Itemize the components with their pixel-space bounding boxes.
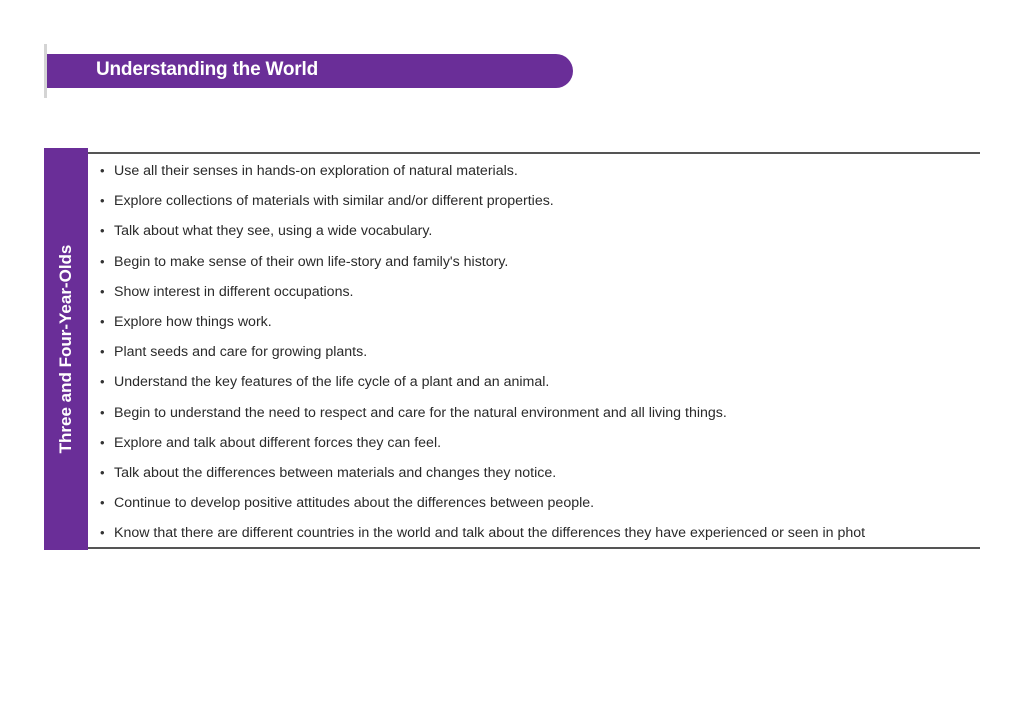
bullet: •: [100, 163, 105, 178]
list-item: [100, 220, 980, 250]
list-item-text: Understand the key features of the life cycle of a plant and an animal.: [114, 374, 550, 391]
bullet: •: [100, 525, 105, 541]
learning-goals-list: [100, 160, 980, 552]
list-item: [100, 492, 980, 522]
list-item-text: Know that there are different countries in the world and talk about the differences they have experienced or seen in phot: [114, 525, 866, 542]
list-item: [100, 341, 980, 371]
list-item: [100, 281, 980, 311]
list-item: [100, 251, 980, 281]
bullet: •: [100, 495, 105, 511]
bullet: •: [100, 253, 105, 269]
list-item: [100, 402, 980, 432]
list-item-text: Show interest in different occupations.: [114, 283, 354, 300]
bullet: •: [100, 434, 105, 450]
list-item-text: Plant seeds and care for growing plants.: [114, 344, 368, 361]
list-item-text: Talk about the differences between materials and changes they notice.: [114, 464, 557, 481]
list-item-text: Continue to develop positive attitudes about the differences between people.: [114, 495, 595, 512]
list-item-text: Use all their senses in hands-on exploration of natural materials.: [114, 163, 518, 179]
top-divider: [88, 152, 980, 154]
list-item: [100, 160, 980, 190]
section-title: Understanding the World: [96, 59, 318, 80]
bullet: •: [100, 464, 105, 480]
bullet: •: [100, 344, 105, 360]
list-item-text: Talk about what they see, using a wide vocabulary.: [114, 223, 433, 240]
bullet: •: [100, 223, 105, 239]
list-item-text: Explore and talk about different forces they can feel.: [114, 434, 442, 451]
section-header-banner: [47, 54, 573, 88]
age-group-label: Three and Four-Year-Olds: [56, 244, 75, 454]
bullet: •: [100, 283, 105, 299]
age-group-section: [44, 148, 980, 550]
list-item: [100, 190, 980, 220]
list-item-text: Begin to understand the need to respect and care for the natural environment and all living things.: [114, 404, 727, 421]
list-item: [100, 371, 980, 401]
list-item-text: Explore collections of materials with similar and/or different properties.: [114, 193, 554, 210]
bullet: •: [100, 404, 105, 420]
bullet: •: [100, 193, 105, 209]
age-group-label-bar: [44, 148, 88, 550]
list-item-text: Explore how things work.: [114, 313, 272, 330]
bottom-divider: [88, 547, 980, 549]
list-item-text: Begin to make sense of their own life-story and family's history.: [114, 253, 509, 270]
list-item: [100, 462, 980, 492]
list-item: [100, 432, 980, 462]
bullet: •: [100, 313, 105, 329]
bullet: •: [100, 374, 105, 390]
list-item: [100, 311, 980, 341]
